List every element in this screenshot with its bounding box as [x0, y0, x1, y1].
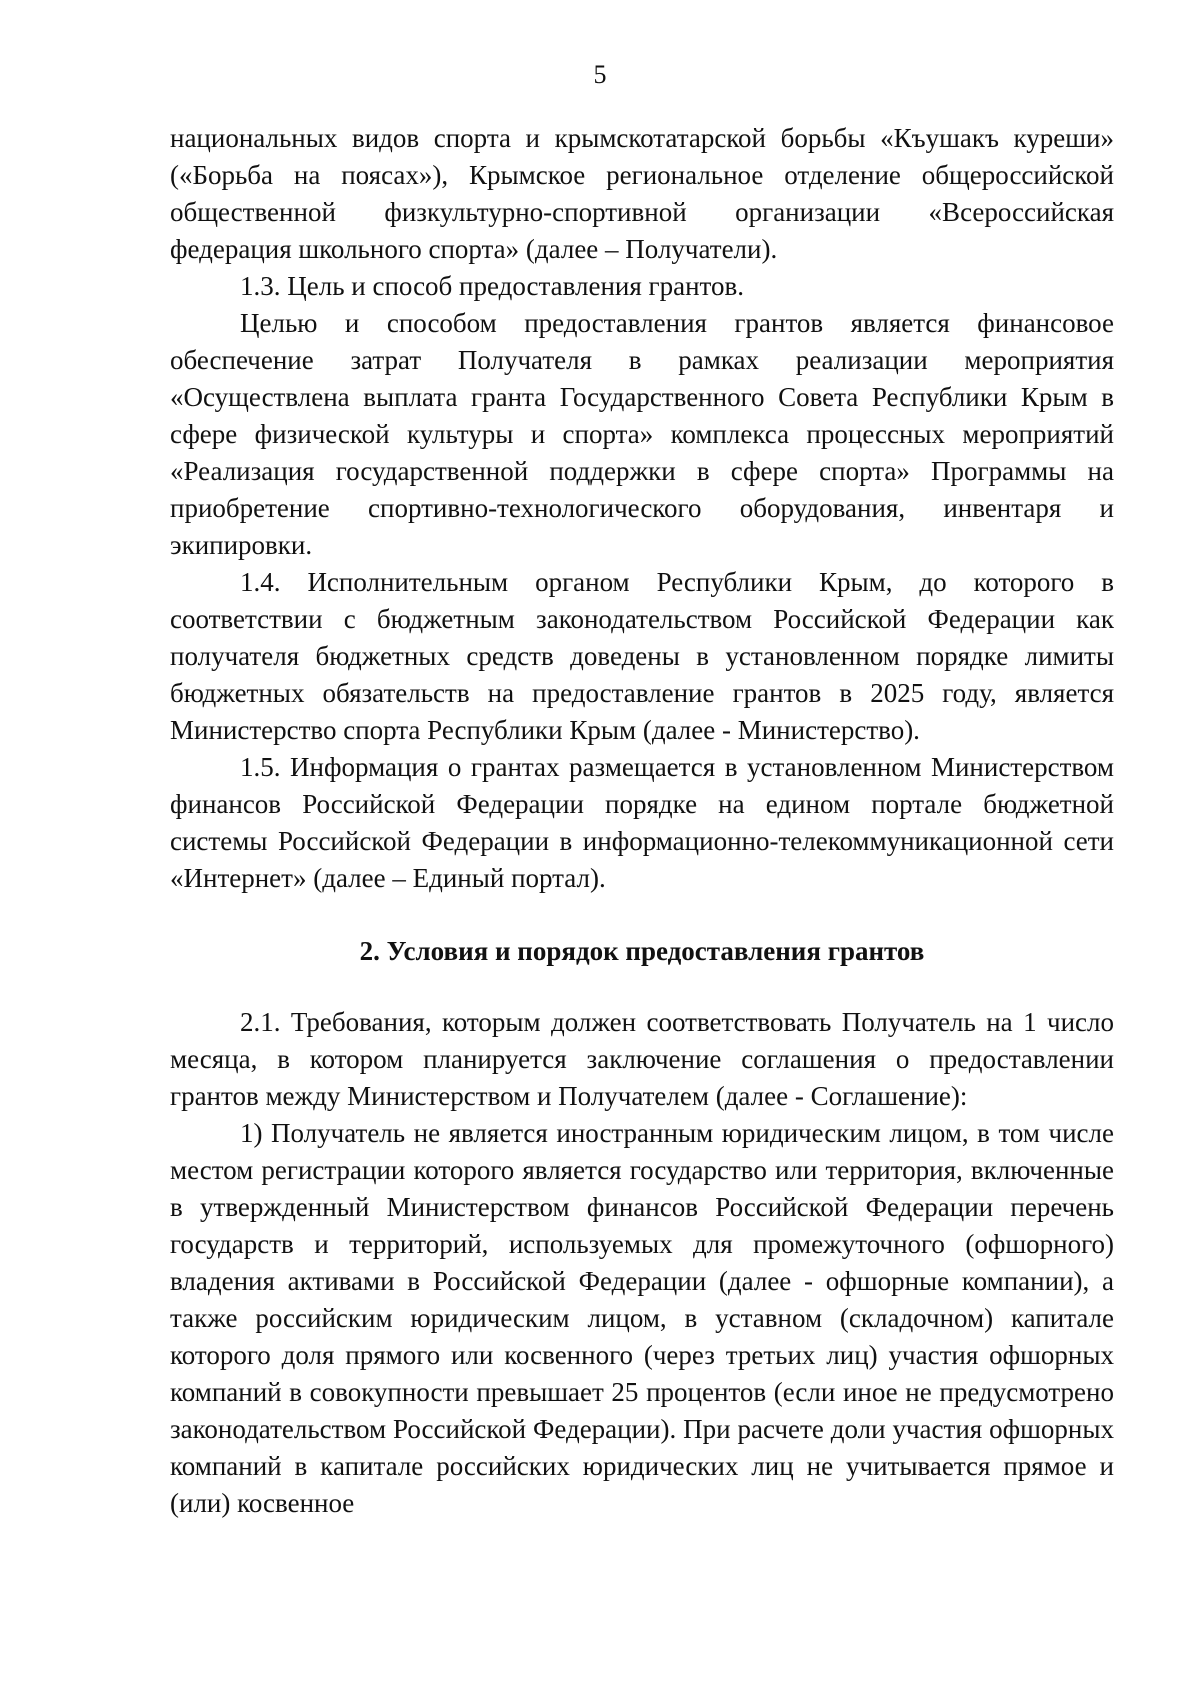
paragraph-1-3-title: 1.3. Цель и способ предоставления грантов.: [240, 271, 744, 301]
paragraph-recipients-continued: национальных видов спорта и крымскотатарской борьбы «Къушакъ куреши» («Борьба на поясах»), Крымское региональное отделение общероссийской общественной физкультурно-спортивной организации «Всероссийская федерация школьного спорта» (далее – Получатели).: [170, 123, 1114, 264]
document-body: [170, 120, 1114, 1522]
section-2-heading: 2. Условия и порядок предоставления грантов: [359, 936, 925, 966]
paragraph-2-1-item-1: 1) Получатель не является иностранным юридическим лицом, в том числе местом регистрации которого является государство или территория, включенные в утвержденный Министерством финансов Российской Федерации перечень государств и территорий, используемых для промежуточного (офшорного) владения активами в Российской Федерации (далее - офшорные компании), а также российским юридическим лицом, в уставном (складочном) капитале которого доля прямого или косвенного (через третьих лиц) участия офшорных компаний в совокупности превышает 25 процентов (если иное не предусмотрено законодательством Российской Федерации). При расчете доли участия офшорных компаний в капитале российских юридических лиц не учитывается прямое и (или) косвенное: [170, 1118, 1114, 1518]
paragraph-1-5: 1.5. Информация о грантах размещается в установленном Министерством финансов Российской Федерации порядке на едином портале бюджетной системы Российской Федерации в информационно-телекоммуникационной сети «Интернет» (далее – Единый портал).: [170, 752, 1114, 893]
paragraph-2-1: 2.1. Требования, которым должен соответствовать Получатель на 1 число месяца, в котором планируется заключение соглашения о предоставлении грантов между Министерством и Получателем (далее - Соглашение):: [170, 1007, 1114, 1111]
page-number: 5: [593, 60, 607, 89]
paragraph-1-3-body: Целью и способом предоставления грантов является финансовое обеспечение затрат Получателя в рамках реализации мероприятия «Осуществлена выплата гранта Государственного Совета Республики Крым в сфере физической культуры и спорта» комплекса процессных мероприятий «Реализация государственной поддержки в сфере спорта» Программы на приобретение спортивно-технологического оборудования, инвентаря и экипировки.: [170, 308, 1114, 560]
paragraph-1-4: 1.4. Исполнительным органом Республики Крым, до которого в соответствии с бюджетным законодательством Российской Федерации как получателя бюджетных средств доведены в установленном порядке лимиты бюджетных обязательств на предоставление грантов в 2025 году, является Министерство спорта Республики Крым (далее - Министерство).: [170, 567, 1114, 745]
